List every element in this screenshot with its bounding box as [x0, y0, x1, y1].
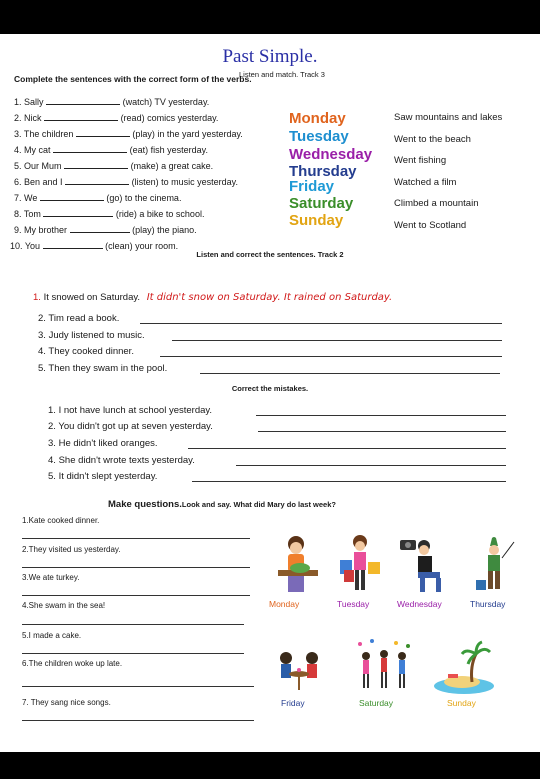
- answer-line[interactable]: [172, 340, 502, 341]
- answer-blank[interactable]: [65, 176, 129, 185]
- item-number: 5.: [48, 471, 56, 482]
- item-text: (make) a great cake.: [130, 161, 214, 171]
- section4-heading-row: [108, 494, 336, 512]
- item-text: (watch) TV yesterday.: [122, 97, 210, 107]
- item-number: 2.: [14, 113, 22, 123]
- sentence-9: [14, 224, 197, 235]
- item-number: 2.: [48, 421, 56, 432]
- sentence-7: [14, 192, 181, 203]
- sentence-5: [14, 160, 213, 171]
- activity-4: Watched a film: [394, 177, 457, 188]
- answer-blank[interactable]: [44, 112, 118, 121]
- question-3: 3.We ate turkey.: [22, 573, 80, 582]
- item-number: 6.: [14, 177, 22, 187]
- day-saturday: Saturday: [289, 195, 354, 212]
- item-text: It didn't slept yesterday.: [58, 471, 158, 482]
- correct-sentence-1: [33, 292, 392, 303]
- section3-heading: Correct the mistakes.: [231, 384, 309, 393]
- item-number: 1.: [48, 405, 56, 416]
- mistake-sentence-4: [48, 455, 195, 466]
- day-sunday: Sunday: [289, 212, 344, 229]
- item-number: 3.: [48, 438, 56, 449]
- answer-blank[interactable]: [43, 240, 103, 249]
- item-subject: Our Mum: [24, 161, 62, 171]
- answer-line[interactable]: [192, 481, 506, 482]
- correct-sentence-4: [38, 346, 134, 357]
- page-title: Past Simple.: [222, 46, 318, 67]
- item-number: 7.: [14, 193, 22, 203]
- activity-2: Went to the beach: [394, 134, 471, 145]
- activity-6: Went to Scotland: [394, 220, 467, 231]
- sentence-1: [14, 96, 209, 107]
- sentence-6: [14, 176, 238, 187]
- mistake-sentence-5: [48, 471, 157, 482]
- item-number: 4.: [38, 346, 46, 357]
- answer-line[interactable]: [22, 595, 250, 596]
- item-text: You didn't got up at seven yesterday.: [58, 421, 213, 432]
- answer-blank[interactable]: [76, 128, 130, 137]
- question-1: 1.Kate cooked dinner.: [22, 516, 100, 525]
- answer-line[interactable]: [22, 720, 254, 721]
- item-number: 1.: [33, 292, 41, 303]
- day-tuesday: Tuesday: [289, 128, 349, 145]
- item-number: 3.: [14, 129, 22, 139]
- answer-line[interactable]: [22, 538, 250, 539]
- caption-friday: Friday: [281, 698, 305, 708]
- handwritten-answer: It didn't snow on Saturday. It rained on Saturday.: [146, 292, 393, 303]
- question-6: 6.The children woke up late.: [22, 659, 123, 668]
- mistake-sentence-1: [48, 405, 212, 416]
- answer-line[interactable]: [140, 323, 502, 324]
- question-5: 5.I made a cake.: [22, 631, 82, 640]
- item-subject: My cat: [24, 145, 51, 155]
- sentence-8: [14, 208, 204, 219]
- answer-blank[interactable]: [46, 96, 120, 105]
- caption-sunday: Sunday: [447, 698, 476, 708]
- item-text: (play) the piano.: [132, 225, 197, 235]
- item-subject: My brother: [24, 225, 68, 235]
- correct-sentence-5: [38, 363, 167, 374]
- caption-tuesday: Tuesday: [337, 599, 370, 609]
- day-thursday: Thursday: [289, 163, 357, 180]
- question-4: 4.She swam in the sea!: [22, 601, 106, 610]
- answer-line[interactable]: [236, 465, 506, 466]
- caption-monday: Monday: [269, 599, 300, 609]
- item-text: She didn't wrote texts yesterday.: [58, 455, 195, 466]
- section1-track: Listen and match. Track 3: [239, 70, 325, 79]
- answer-blank[interactable]: [40, 192, 104, 201]
- worksheet: [0, 34, 540, 752]
- item-number: 10.: [10, 241, 23, 251]
- correct-sentence-3: [38, 330, 145, 341]
- activity-1: Saw mountains and lakes: [394, 112, 503, 123]
- answer-line[interactable]: [188, 448, 506, 449]
- answer-blank[interactable]: [70, 224, 130, 233]
- answer-line[interactable]: [22, 653, 244, 654]
- item-text: (eat) fish yesterday.: [129, 145, 208, 155]
- dancing-party-illustration: [352, 638, 416, 696]
- item-text: (listen) to music yesterday.: [131, 177, 238, 187]
- item-text: Judy listened to music.: [48, 330, 145, 341]
- beach-island-illustration: [432, 640, 496, 696]
- answer-line[interactable]: [22, 686, 254, 687]
- answer-line[interactable]: [200, 373, 500, 374]
- caption-wednesday: Wednesday: [397, 599, 442, 609]
- answer-line[interactable]: [160, 356, 502, 357]
- answer-line[interactable]: [22, 567, 250, 568]
- caption-saturday: Saturday: [359, 698, 394, 708]
- item-number: 3.: [38, 330, 46, 341]
- answer-blank[interactable]: [64, 160, 128, 169]
- item-number: 5.: [14, 161, 22, 171]
- item-text: Tim read a book.: [48, 313, 120, 324]
- mistake-sentence-2: [48, 421, 213, 432]
- item-number: 4.: [48, 455, 56, 466]
- item-number: 1.: [14, 97, 22, 107]
- item-subject: Ben and I: [24, 177, 63, 187]
- answer-line[interactable]: [256, 415, 506, 416]
- correct-sentence-2: [38, 313, 119, 324]
- activity-5: Climbed a mountain: [394, 198, 479, 209]
- fisherman-illustration: [472, 536, 516, 596]
- item-text: (go) to the cinema.: [106, 193, 182, 203]
- item-number: 2.: [38, 313, 46, 324]
- item-text: (play) in the yard yesterday.: [132, 129, 243, 139]
- sentence-2: [14, 112, 218, 123]
- cooking-girl-illustration: [268, 534, 328, 596]
- item-subject: The children: [23, 129, 74, 139]
- day-monday: Monday: [289, 110, 346, 127]
- day-wednesday: Wednesday: [289, 146, 373, 163]
- item-text: Then they swam in the pool.: [48, 363, 168, 374]
- photographer-illustration: [398, 534, 452, 596]
- caption-thursday: Thursday: [470, 599, 506, 609]
- answer-blank[interactable]: [43, 208, 113, 217]
- section4-heading: Make questions.: [108, 499, 182, 510]
- sentence-3: [14, 128, 243, 139]
- item-subject: Tom: [23, 209, 41, 219]
- question-7: 7. They sang nice songs.: [22, 698, 111, 707]
- item-text: He didn't liked oranges.: [58, 438, 158, 449]
- cafe-couple-illustration: [276, 646, 322, 696]
- day-friday: Friday: [289, 178, 335, 195]
- item-text: I not have lunch at school yesterday.: [58, 405, 213, 416]
- mistake-sentence-3: [48, 438, 158, 449]
- section2-heading: Listen and correct the sentences. Track 2: [196, 250, 344, 259]
- section1-instruction: Complete the sentences with the correct form of the verbs.: [14, 74, 252, 84]
- item-text: (clean) your room.: [105, 241, 179, 251]
- item-text: (ride) a bike to school.: [115, 209, 205, 219]
- item-subject: You: [24, 241, 41, 251]
- item-text: It snowed on Saturday.: [43, 292, 141, 303]
- item-number: 4.: [14, 145, 22, 155]
- answer-blank[interactable]: [53, 144, 127, 153]
- section4-subheading: Look and say. What did Mary do last week?: [181, 500, 336, 509]
- item-number: 9.: [14, 225, 22, 235]
- answer-line[interactable]: [258, 431, 506, 432]
- shopping-girl-illustration: [336, 534, 384, 596]
- item-number: 5.: [38, 363, 46, 374]
- item-subject: Nick: [24, 113, 42, 123]
- answer-line[interactable]: [22, 624, 244, 625]
- item-subject: We: [24, 193, 38, 203]
- sentence-4: [14, 144, 208, 155]
- question-2: 2.They visited us yesterday.: [22, 545, 121, 554]
- item-number: 8.: [14, 209, 22, 219]
- item-text: (read) comics yesterday.: [120, 113, 219, 123]
- item-subject: Sally: [24, 97, 44, 107]
- activity-3: Went fishing: [394, 155, 447, 166]
- item-text: They cooked dinner.: [48, 346, 134, 357]
